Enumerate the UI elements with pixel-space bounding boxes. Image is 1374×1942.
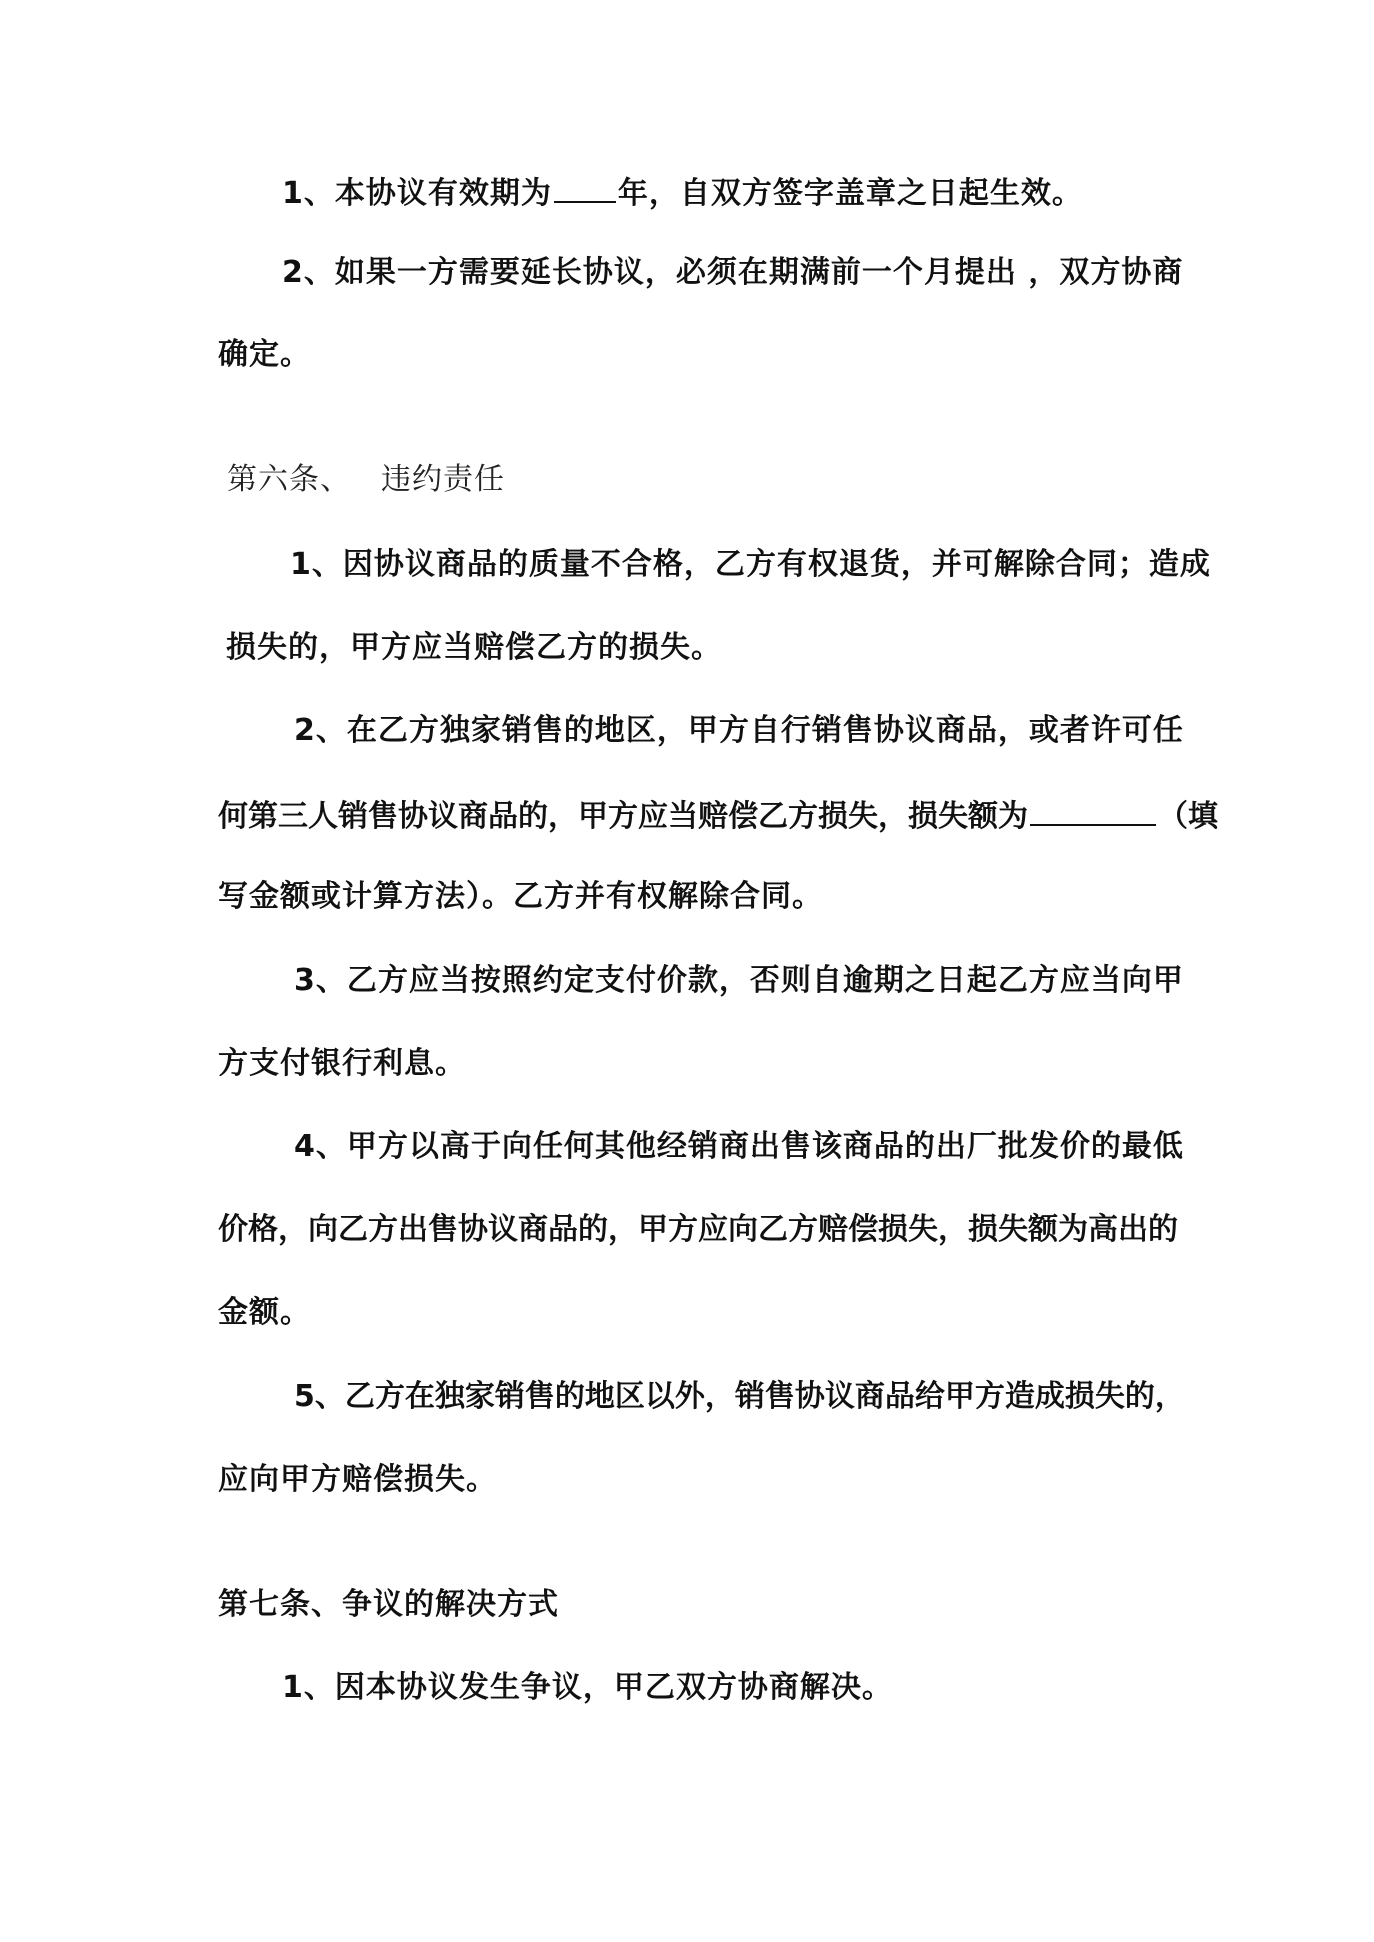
clause7-heading: 第七条、争议的解决方式: [218, 1587, 559, 1622]
clause5-item2-line1: 2、如果一方需要延长协议，必须在期满前一个月提出 ，双方协商: [282, 255, 1184, 290]
clause5-item2-line2: 确定。: [218, 337, 311, 372]
clause5-item1-text-after: 年，自双方签字盖章之日起生效。: [617, 176, 1083, 211]
clause6-item1-line1: 1、因协议商品的质量不合格，乙方有权退货，并可解除合同；造成: [290, 547, 1211, 582]
clause6-item5-line1: 5、乙方在独家销售的地区以外，销售协议商品给甲方造成损失的，: [294, 1379, 1185, 1414]
clause5-item1: [282, 171, 1083, 214]
clause7-item1: 1、因本协议发生争议，甲乙双方协商解决。: [282, 1670, 893, 1705]
clause5-item1-text-before: 1、本协议有效期为: [282, 176, 552, 211]
clause6-item4-line1: 4、甲方以高于向任何其他经销商出售该商品的出厂批发价的最低: [294, 1129, 1184, 1164]
clause6-item3-line1: 3、乙方应当按照约定支付价款，否则自逾期之日起乙方应当向甲: [294, 963, 1184, 998]
clause6-heading: [227, 460, 505, 500]
clause6-item2-line3: 写金额或计算方法）。乙方并有权解除合同。: [218, 879, 823, 914]
clause6-item2-line1: 2、在乙方独家销售的地区，甲方自行销售协议商品，或者许可任: [294, 713, 1184, 748]
clause6-item1-line2: 损失的，甲方应当赔偿乙方的损失。: [226, 630, 722, 665]
clause6-item2-line2: [218, 794, 1218, 837]
clause6-heading-number: 第六条、: [227, 462, 351, 497]
clause6-item4-line2: 价格，向乙方出售协议商品的，甲方应向乙方赔偿损失，损失额为高出的: [218, 1212, 1178, 1247]
clause6-heading-title: 违约责任: [381, 462, 505, 497]
clause6-item2-line2-before: 何第三人销售协议商品的，甲方应当赔偿乙方损失，损失额为: [218, 799, 1028, 834]
clause6-item3-line2: 方支付银行利息。: [218, 1046, 466, 1081]
validity-years-blank[interactable]: [554, 171, 616, 203]
clause6-item5-line2: 应向甲方赔偿损失。: [218, 1462, 497, 1497]
clause6-item4-line3: 金额。: [218, 1295, 311, 1330]
clause6-item2-line2-after: （填: [1158, 799, 1218, 834]
loss-amount-blank[interactable]: [1030, 794, 1156, 826]
